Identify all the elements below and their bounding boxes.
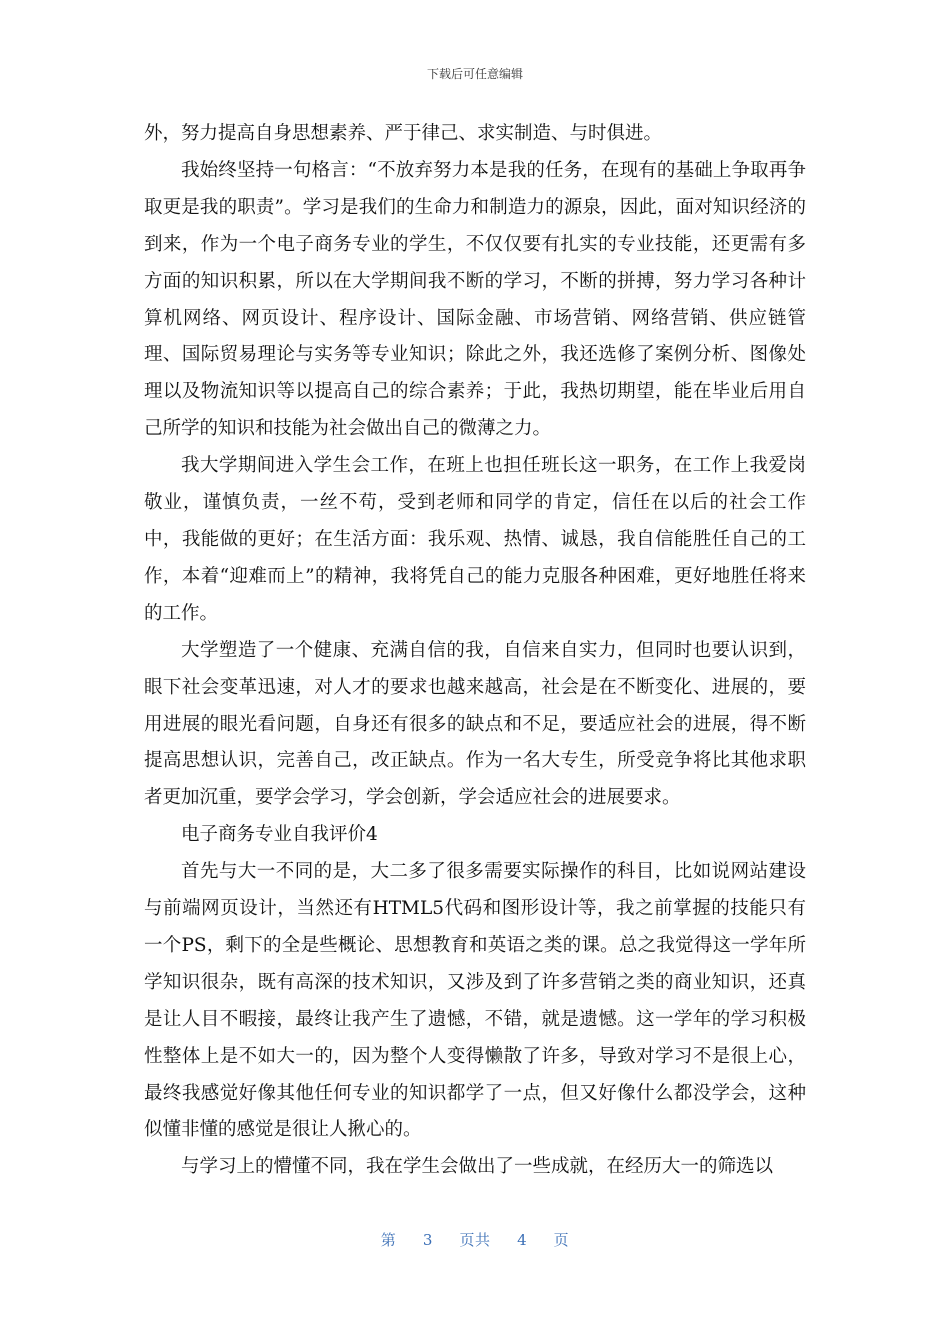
footer-prefix: 第: [380, 1231, 397, 1249]
section-heading: 电子商务专业自我评价4: [181, 824, 378, 846]
paragraph-continuation: 外，努力提高自身思想素养、严于律己、求实制造、与时俱进。: [144, 123, 663, 144]
page-footer: [0, 1230, 950, 1250]
page-header: [0, 66, 950, 82]
paragraph: 首先与大一不同的是，大二多了很多需要实际操作的科目，比如说网站建设与前端网页设计，当然还有HTML5代码和图形设计等，我之前掌握的技能只有一个PS，剩下的全是些概论、思想教育和英语之类的课。总之我觉得这一学年所学知识很杂，既有高深的技术知识，又涉及到了许多营销之类的商业知识，还真是让人目不暇接，最终让我产生了遗憾，不错，就是遗憾。这一学年的学习积极性整体上是不如大一的，因为整个人变得懒散了许多，导致对学习不是很上心，最终我感觉好像其他任何专业的知识都学了一点，但又好像什么都没学会，这种似懂非懂的感觉是很让人揪心的。: [144, 861, 806, 1141]
footer-suffix: 页: [553, 1231, 570, 1249]
paragraph: 大学塑造了一个健康、充满自信的我，自信来自实力，但同时也要认识到，眼下社会变革迅速，对人才的要求也越来越高，社会是在不断变化、进展的，要用进展的眼光看问题，自身还有很多的缺点和不足，要适应社会的进展，得不断提高思想认识，完善自己，改正缺点。作为一名大专生，所受竞争将比其他求职者更加沉重，要学会学习，学会创新，学会适应社会的进展要求。: [144, 639, 806, 809]
footer-total-pages: 4: [517, 1231, 528, 1249]
paragraph: 与学习上的懵懂不同，我在学生会做出了一些成就，在经历大一的筛选以: [181, 1156, 774, 1178]
paragraph: 我始终坚持一句格言：“不放弃努力本是我的任务，在现有的基础上争取再争取更是我的职责”。学习是我们的生命力和制造力的源泉，因此，面对知识经济的到来，作为一个电子商务专业的学生，不仅仅要有扎实的专业技能，还更需有多方面的知识积累，所以在大学期间我不断的学习，不断的拼搏，努力学习各种计算机网络、网页设计、程序设计、国际金融、市场营销、网络营销、供应链管理、国际贸易理论与实务等专业知识；除此之外，我还选修了案例分析、图像处理以及物流知识等以提高自己的综合素养；于此，我热切期望，能在毕业后用自己所学的知识和技能为社会做出自己的微薄之力。: [144, 159, 806, 440]
footer-current-page: 3: [422, 1231, 433, 1249]
footer-middle: 页共: [459, 1231, 491, 1249]
document-body: [144, 116, 806, 1186]
paragraph: 我大学期间进入学生会工作，在班上也担任班长这一职务，在工作上我爱岗敬业，谨慎负责，一丝不苟，受到老师和同学的肯定，信任在以后的社会工作中，我能做的更好；在生活方面：我乐观、热情、诚恳，我自信能胜任自己的工作，本着“迎难而上”的精神，我将凭自己的能力克服各种困难，更好地胜任将来的工作。: [144, 455, 806, 624]
header-text: 下载后可任意编辑: [426, 67, 523, 81]
